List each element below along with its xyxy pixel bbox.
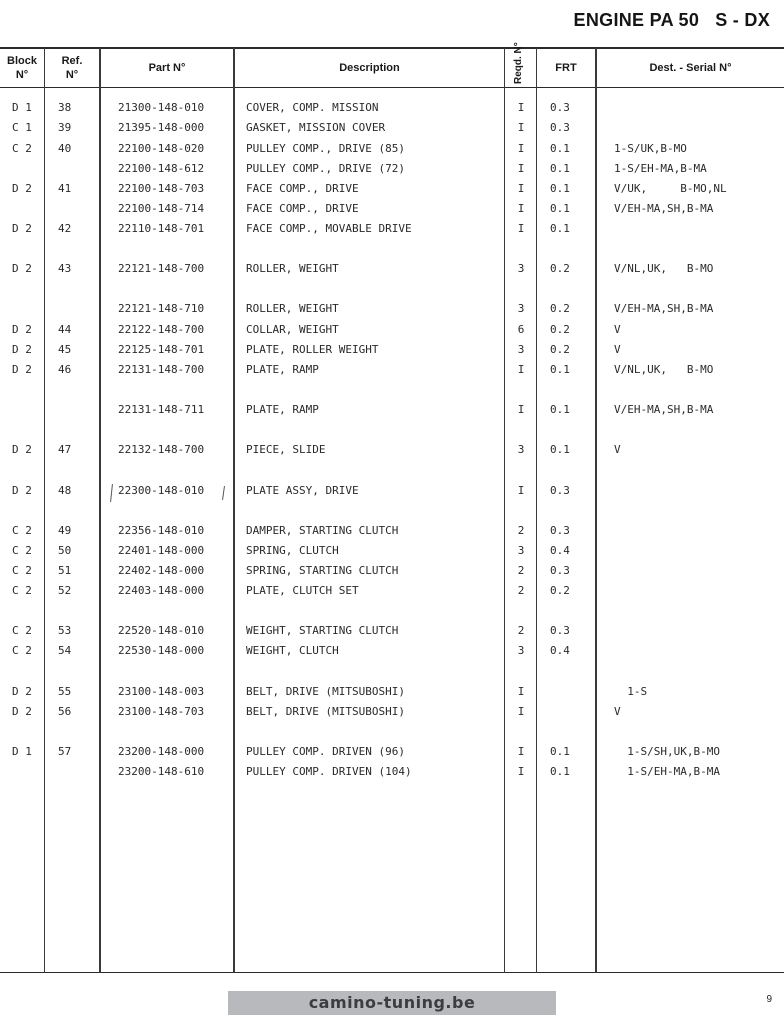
- table-row: [0, 563, 784, 579]
- quantity-cell: I: [517, 162, 525, 175]
- description-cell: GASKET, MISSION COVER: [246, 121, 386, 134]
- description-cell: BELT, DRIVE (MITSUBOSHI): [246, 705, 405, 718]
- description-cell: PLATE, RAMP: [246, 363, 319, 376]
- ref-cell: 43: [58, 262, 72, 275]
- destination-cell: V: [614, 443, 621, 456]
- frt-cell: 0.2: [550, 302, 570, 315]
- table-bottom-rule: [0, 972, 784, 973]
- header-block: [0, 54, 44, 82]
- description-cell: FACE COMP., MOVABLE DRIVE: [246, 222, 412, 235]
- table-row: [0, 543, 784, 559]
- block-cell: D 2: [12, 182, 32, 195]
- quantity-cell: 3: [517, 644, 525, 657]
- part-number-cell: 22131-148-700: [118, 363, 205, 376]
- quantity-cell: I: [517, 484, 525, 497]
- header-reqd-label: Reqd. N°: [513, 42, 524, 84]
- description-cell: BELT, DRIVE (MITSUBOSHI): [246, 685, 405, 698]
- part-number-cell: 23100-148-003: [118, 685, 205, 698]
- frt-cell: 0.1: [550, 745, 570, 758]
- description-cell: PLATE, ROLLER WEIGHT: [246, 343, 379, 356]
- part-number-cell: 22132-148-700: [118, 443, 205, 456]
- ref-cell: 42: [58, 222, 72, 235]
- description-cell: PULLEY COMP., DRIVE (72): [246, 162, 405, 175]
- table-row: [0, 764, 784, 780]
- block-cell: C 2: [12, 564, 32, 577]
- table-row: [0, 120, 784, 136]
- part-number-cell: 22520-148-010: [118, 624, 205, 637]
- quantity-cell: I: [517, 222, 525, 235]
- header-reqd: [505, 42, 537, 86]
- destination-cell: 1-S/UK,B-MO: [614, 142, 687, 155]
- frt-cell: 0.1: [550, 403, 570, 416]
- block-cell: D 2: [12, 262, 32, 275]
- table-row: [0, 583, 784, 599]
- part-number-cell: 23200-148-000: [118, 745, 205, 758]
- ref-cell: 45: [58, 343, 72, 356]
- quantity-cell: I: [517, 745, 525, 758]
- header-block-line1: Block: [7, 55, 37, 67]
- frt-cell: 0.4: [550, 544, 570, 557]
- destination-cell: V: [614, 343, 621, 356]
- block-cell: C 2: [12, 624, 32, 637]
- table-row: [0, 342, 784, 358]
- quantity-cell: I: [517, 765, 525, 778]
- block-cell: D 2: [12, 323, 32, 336]
- block-cell: D 1: [12, 101, 32, 114]
- part-number-cell: 21300-148-010: [118, 101, 205, 114]
- table-row: [0, 704, 784, 720]
- frt-cell: 0.1: [550, 202, 570, 215]
- ref-cell: 47: [58, 443, 72, 456]
- part-number-cell: 22530-148-000: [118, 644, 205, 657]
- description-cell: ROLLER, WEIGHT: [246, 302, 339, 315]
- header-part: Part N°: [148, 62, 186, 74]
- frt-cell: 0.2: [550, 343, 570, 356]
- header-ref: [45, 54, 99, 82]
- table-row: [0, 141, 784, 157]
- quantity-cell: I: [517, 101, 525, 114]
- frt-cell: 0.3: [550, 484, 570, 497]
- ref-cell: 56: [58, 705, 72, 718]
- block-cell: C 2: [12, 544, 32, 557]
- block-cell: D 2: [12, 685, 32, 698]
- part-number-cell: 22402-148-000: [118, 564, 205, 577]
- ref-cell: 44: [58, 323, 72, 336]
- header-ref-line2: N°: [65, 69, 79, 81]
- block-cell: C 2: [12, 584, 32, 597]
- destination-cell: V/UK, B-MO,NL: [614, 182, 727, 195]
- watermark-banner: camino-tuning.be: [228, 991, 556, 1015]
- destination-cell: 1-S/EH-MA,B-MA: [614, 162, 707, 175]
- part-number-cell: 21395-148-000: [118, 121, 205, 134]
- block-cell: D 2: [12, 705, 32, 718]
- table-row: [0, 684, 784, 700]
- block-cell: D 1: [12, 745, 32, 758]
- table-row: [0, 402, 784, 418]
- frt-cell: 0.1: [550, 182, 570, 195]
- ref-cell: 57: [58, 745, 72, 758]
- frt-cell: 0.4: [550, 644, 570, 657]
- description-cell: PULLEY COMP., DRIVE (85): [246, 142, 405, 155]
- table-row: [0, 100, 784, 116]
- table-top-rule: [0, 47, 784, 49]
- quantity-cell: I: [517, 182, 525, 195]
- ref-cell: 41: [58, 182, 72, 195]
- frt-cell: 0.1: [550, 142, 570, 155]
- quantity-cell: 3: [517, 262, 525, 275]
- description-cell: WEIGHT, STARTING CLUTCH: [246, 624, 399, 637]
- frt-cell: 0.3: [550, 101, 570, 114]
- destination-cell: V: [614, 323, 621, 336]
- part-number-cell: 23100-148-703: [118, 705, 205, 718]
- part-number-cell: 22110-148-701: [118, 222, 205, 235]
- destination-cell: V: [614, 705, 621, 718]
- ref-cell: 39: [58, 121, 72, 134]
- block-cell: C 2: [12, 142, 32, 155]
- table-row: [0, 744, 784, 760]
- block-cell: C 2: [12, 644, 32, 657]
- destination-cell: V/EH-MA,SH,B-MA: [614, 403, 714, 416]
- quantity-cell: 3: [517, 443, 525, 456]
- ref-cell: 50: [58, 544, 72, 557]
- part-number-cell: 22131-148-711: [118, 403, 205, 416]
- frt-cell: 0.1: [550, 765, 570, 778]
- quantity-cell: 2: [517, 624, 525, 637]
- part-number-cell: 22401-148-000: [118, 544, 205, 557]
- description-cell: FACE COMP., DRIVE: [246, 202, 359, 215]
- description-cell: ROLLER, WEIGHT: [246, 262, 339, 275]
- part-number-cell: 22125-148-701: [118, 343, 205, 356]
- quantity-cell: 2: [517, 584, 525, 597]
- description-cell: PLATE, CLUTCH SET: [246, 584, 359, 597]
- frt-cell: 0.3: [550, 121, 570, 134]
- frt-cell: 0.2: [550, 323, 570, 336]
- header-block-line2: N°: [15, 69, 29, 81]
- quantity-cell: 2: [517, 524, 525, 537]
- destination-cell: V/EH-MA,SH,B-MA: [614, 202, 714, 215]
- frt-cell: 0.1: [550, 162, 570, 175]
- part-number-cell: 22100-148-703: [118, 182, 205, 195]
- description-cell: PULLEY COMP. DRIVEN (104): [246, 765, 412, 778]
- destination-cell: 1-S/SH,UK,B-MO: [614, 745, 720, 758]
- block-cell: D 2: [12, 222, 32, 235]
- table-row: [0, 301, 784, 317]
- block-cell: D 2: [12, 484, 32, 497]
- description-cell: DAMPER, STARTING CLUTCH: [246, 524, 399, 537]
- quantity-cell: I: [517, 142, 525, 155]
- part-number-cell: 22100-148-612: [118, 162, 205, 175]
- description-cell: PIECE, SLIDE: [246, 443, 326, 456]
- table-row: [0, 221, 784, 237]
- part-number-cell: 22122-148-700: [118, 323, 205, 336]
- block-cell: D 2: [12, 363, 32, 376]
- table-row: [0, 201, 784, 217]
- frt-cell: 0.2: [550, 584, 570, 597]
- quantity-cell: 3: [517, 302, 525, 315]
- description-cell: SPRING, CLUTCH: [246, 544, 339, 557]
- page-title: [574, 10, 770, 31]
- ref-cell: 54: [58, 644, 72, 657]
- description-cell: PLATE ASSY, DRIVE: [246, 484, 359, 497]
- quantity-cell: 6: [517, 323, 525, 336]
- description-cell: PULLEY COMP. DRIVEN (96): [246, 745, 405, 758]
- ref-cell: 46: [58, 363, 72, 376]
- part-number-cell: 23200-148-610: [118, 765, 205, 778]
- quantity-cell: I: [517, 685, 525, 698]
- description-cell: COVER, COMP. MISSION: [246, 101, 379, 114]
- quantity-cell: I: [517, 403, 525, 416]
- ref-cell: 52: [58, 584, 72, 597]
- frt-cell: 0.2: [550, 262, 570, 275]
- frt-cell: 0.1: [550, 363, 570, 376]
- table-row: [0, 161, 784, 177]
- ref-cell: 55: [58, 685, 72, 698]
- destination-cell: 1-S/EH-MA,B-MA: [614, 765, 720, 778]
- ref-cell: 40: [58, 142, 72, 155]
- table-row: [0, 623, 784, 639]
- frt-cell: 0.1: [550, 222, 570, 235]
- part-number-cell: 22100-148-020: [118, 142, 205, 155]
- block-cell: D 2: [12, 343, 32, 356]
- destination-cell: V/NL,UK, B-MO: [614, 262, 714, 275]
- table-row: [0, 181, 784, 197]
- destination-cell: 1-S: [614, 685, 648, 698]
- block-cell: C 1: [12, 121, 32, 134]
- part-number-cell: 22356-148-010: [118, 524, 205, 537]
- quantity-cell: I: [517, 705, 525, 718]
- table-row: [0, 523, 784, 539]
- header-dest: Dest. - Serial N°: [649, 62, 732, 74]
- quantity-cell: 3: [517, 544, 525, 557]
- block-cell: D 2: [12, 443, 32, 456]
- frt-cell: 0.1: [550, 443, 570, 456]
- ref-cell: 51: [58, 564, 72, 577]
- ref-cell: 38: [58, 101, 72, 114]
- part-number-cell: 22100-148-714: [118, 202, 205, 215]
- description-cell: COLLAR, WEIGHT: [246, 323, 339, 336]
- ref-cell: 53: [58, 624, 72, 637]
- quantity-cell: 2: [517, 564, 525, 577]
- table-row: [0, 362, 784, 378]
- table-header-rule: [0, 87, 784, 88]
- quantity-cell: I: [517, 121, 525, 134]
- header-description: Description: [339, 62, 400, 74]
- frt-cell: 0.3: [550, 564, 570, 577]
- part-number-cell: 22121-148-700: [118, 262, 205, 275]
- model-label: S - DX: [715, 10, 770, 30]
- frt-cell: 0.3: [550, 524, 570, 537]
- description-cell: PLATE, RAMP: [246, 403, 319, 416]
- page-number: 9: [766, 994, 772, 1005]
- quantity-cell: 3: [517, 343, 525, 356]
- part-number-cell: 22403-148-000: [118, 584, 205, 597]
- destination-cell: V/NL,UK, B-MO: [614, 363, 714, 376]
- block-cell: C 2: [12, 524, 32, 537]
- frt-cell: 0.3: [550, 624, 570, 637]
- table-row: [0, 442, 784, 458]
- header-frt: FRT: [555, 62, 577, 74]
- quantity-cell: I: [517, 202, 525, 215]
- part-number-cell: 22300-148-010: [118, 484, 205, 497]
- description-cell: FACE COMP., DRIVE: [246, 182, 359, 195]
- description-cell: WEIGHT, CLUTCH: [246, 644, 339, 657]
- header-ref-line1: Ref.: [61, 55, 83, 67]
- table-row: [0, 643, 784, 659]
- part-number-cell: 22121-148-710: [118, 302, 205, 315]
- table-row: [0, 322, 784, 338]
- quantity-cell: I: [517, 363, 525, 376]
- ref-cell: 48: [58, 484, 72, 497]
- description-cell: SPRING, STARTING CLUTCH: [246, 564, 399, 577]
- table-row: [0, 261, 784, 277]
- engine-title: ENGINE PA 50: [573, 10, 700, 30]
- table-row: [0, 483, 784, 499]
- destination-cell: V/EH-MA,SH,B-MA: [614, 302, 714, 315]
- ref-cell: 49: [58, 524, 72, 537]
